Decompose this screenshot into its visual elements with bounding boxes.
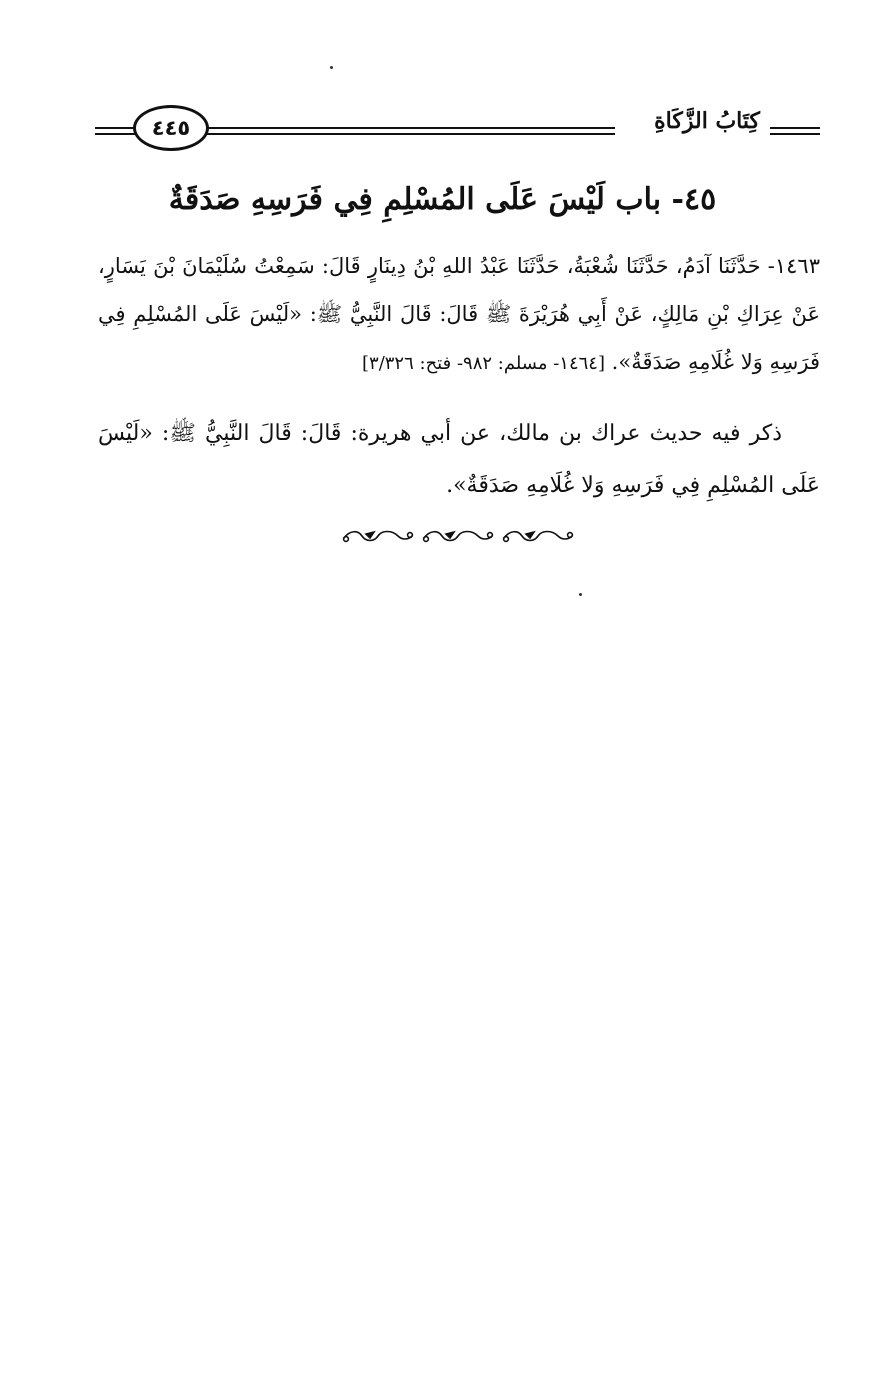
chapter-title: ٤٥- باب لَيْسَ عَلَى المُسْلِمِ فِي فَرَسِهِ صَدَقَةٌ [168,182,717,217]
commentary-text: ذكر فيه حديث عراك بن مالك، عن أبي هريرة: قَالَ: قَالَ النَّبِيُّ ﷺ: «لَيْسَ عَلَى المُسْلِمِ فِي فَرَسِهِ وَلا غُلَامِهِ صَدَقَةٌ». [98,421,820,498]
page-number-frame [133,105,209,151]
running-head: كِتَابُ الزَّكَاةِ [654,108,760,134]
hadith-text: ١٤٦٣- حَدَّثَنَا آدَمُ، حَدَّثَنَا شُعْبَةُ، حَدَّثَنَا عَبْدُ اللهِ بْنُ دِينَارٍ قَالَ: سَمِعْتُ سُلَيْمَانَ بْنَ يَسَارٍ، عَنْ عِرَاكِ بْنِ مَالِكٍ، عَنْ أَبِي هُرَيْرَةَ ﷺ قَالَ: قَالَ النَّبِيُّ ﷺ: «لَيْسَ عَلَى المُسْلِمِ فِي فَرَسِهِ وَلا غُلَامِهِ صَدَقَةٌ». [98,254,820,374]
floral-divider-icon [340,526,576,546]
ornament-motif-2 [424,532,493,542]
page-header [95,100,820,164]
ornament-motif-1 [344,532,413,542]
header-rule [207,127,615,135]
print-speck [579,593,582,596]
page-number: ٤٤٥ [151,115,191,140]
hadith-paragraph [98,242,820,388]
header-rule-right [770,127,820,135]
hadith-reference: [١٤٦٤- مسلم: ٩٨٢- فتح: ٣/٣٢٦] [362,353,605,374]
commentary-paragraph [98,408,820,512]
ornament-motif-3 [504,532,573,542]
print-speck [330,66,333,69]
